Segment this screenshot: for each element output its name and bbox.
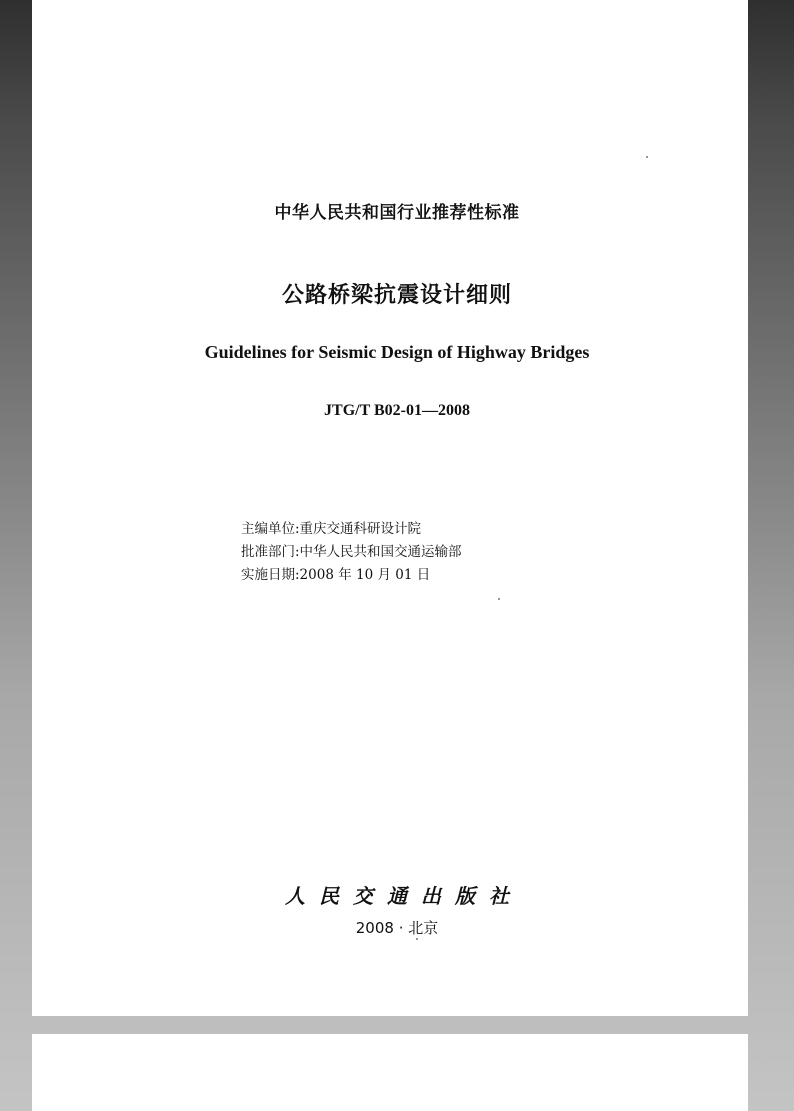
- approval-department: 批准部门:中华人民共和国交通运输部: [241, 544, 462, 560]
- chief-editor-unit: 主编单位:重庆交通科研设计院: [241, 521, 422, 537]
- cover-page: [32, 0, 748, 1016]
- document-title-cn: 公路桥梁抗震设计细则: [281, 283, 512, 308]
- publisher-name: 人民交通出版社: [285, 884, 523, 908]
- document-title-en: Guidelines for Seismic Design of Highway Bridges: [204, 342, 590, 362]
- publication-place-date: 2008 · 北京: [355, 919, 439, 937]
- scan-speck: [498, 598, 500, 600]
- scan-speck: [416, 938, 418, 940]
- standard-code: JTG/T B02-01—2008: [324, 402, 470, 419]
- implementation-date: 实施日期:2008 年 10 月 01 日: [241, 567, 431, 583]
- next-page: [32, 1034, 748, 1111]
- industry-standard-label: 中华人民共和国行业推荐性标准: [274, 203, 520, 223]
- scan-speck: [646, 156, 648, 158]
- metadata-block: [241, 518, 462, 587]
